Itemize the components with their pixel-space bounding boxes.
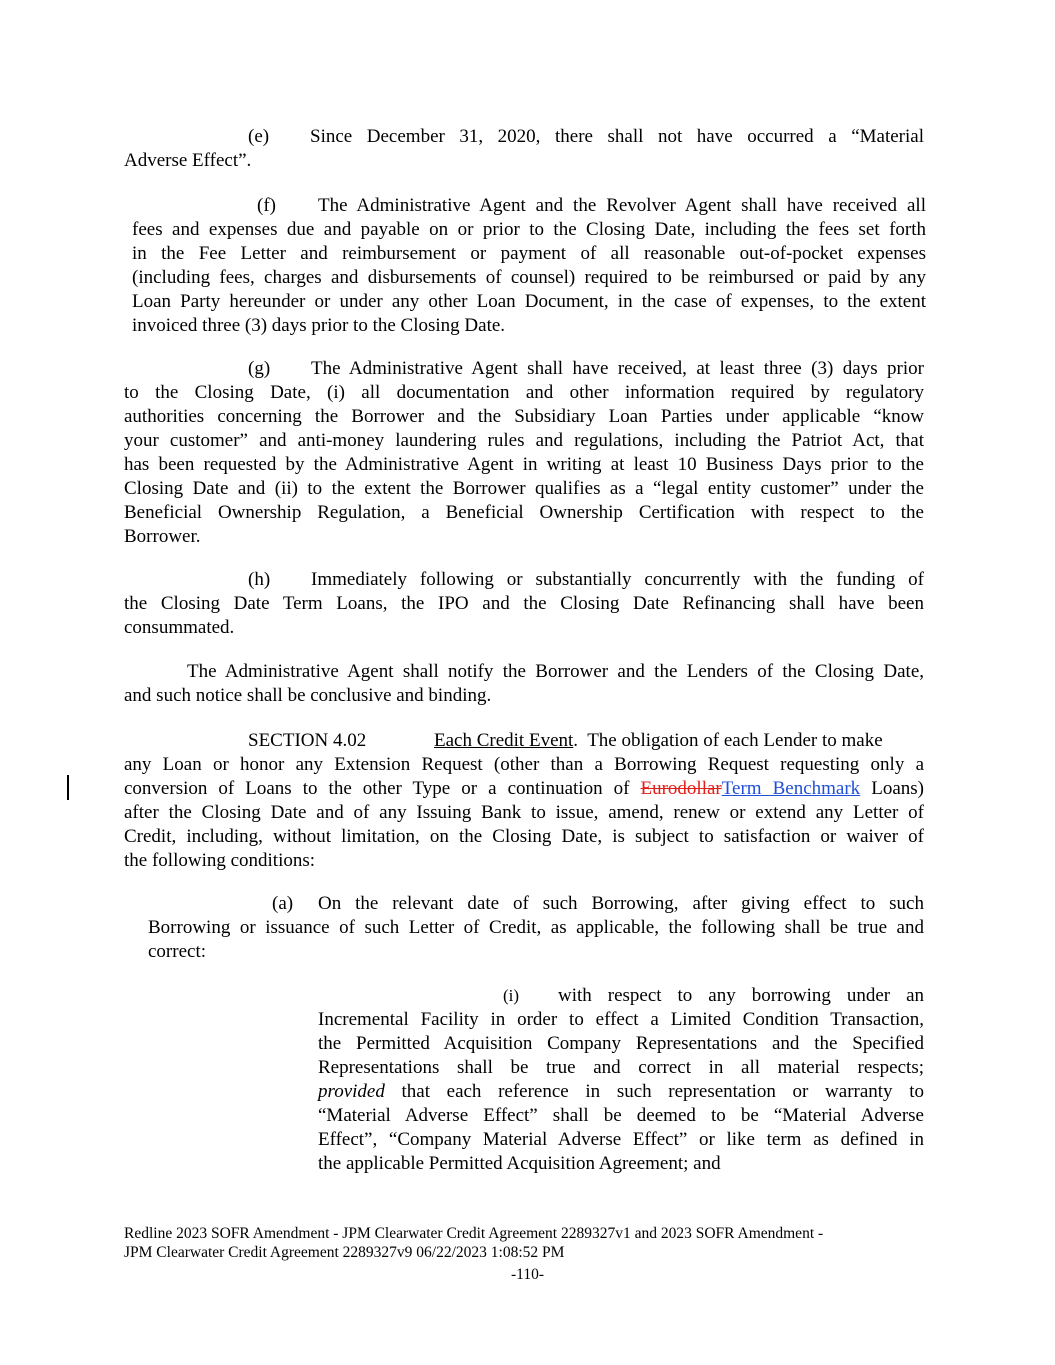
- paragraph-i: [318, 984, 924, 1176]
- paragraph-a: [148, 892, 924, 964]
- paragraph-notice: [124, 660, 924, 708]
- paragraph-f: [132, 194, 926, 338]
- section-line: any Loan or honor any Extension Request (other than a Borrowing Request requesting only a: [124, 754, 924, 775]
- paragraph-f-label: (f): [257, 195, 276, 216]
- page-number: -110-: [511, 1266, 544, 1283]
- paragraph-g-first-line: The Administrative Agent shall have received, at least three (3) days prior: [311, 358, 924, 379]
- paragraph-f-line: Loan Party hereunder or under any other Loan Document, in the case of expenses, to the extent: [132, 291, 926, 312]
- paragraph-e-line: Adverse Effect”.: [124, 150, 252, 171]
- section-heading: Each Credit Event: [434, 730, 574, 751]
- paragraph-a-first-line: On the relevant date of such Borrowing, after giving effect to such: [318, 893, 924, 914]
- paragraph-a-line: Borrowing or issuance of such Letter of Credit, as applicable, the following shall be true and: [148, 917, 924, 938]
- paragraph-g-line: Borrower.: [124, 526, 201, 547]
- section-label: SECTION 4.02: [248, 730, 367, 751]
- paragraph-h-line: the Closing Date Term Loans, the IPO and the Closing Date Refinancing shall have been: [124, 593, 924, 614]
- section-first-rest: . The obligation of each Lender to make: [573, 730, 883, 751]
- paragraph-h-label: (h): [248, 569, 271, 590]
- paragraph-i-proviso-line: [318, 1080, 924, 1104]
- section-line: after the Closing Date and of any Issuing Bank to issue, amend, renew or extend any Letter of: [124, 802, 924, 823]
- paragraph-a-label: (a): [272, 893, 294, 914]
- proviso-italic: provided: [318, 1081, 385, 1102]
- paragraph-g-line: Beneficial Ownership Regulation, a Beneficial Ownership Certification with respect to the: [124, 502, 924, 523]
- paragraph-f-line: fees and expenses due and payable on or prior to the Closing Date, including the fees set forth: [132, 219, 926, 240]
- section-4-02: [124, 729, 924, 873]
- paragraph-g: [124, 357, 924, 549]
- footer-line: JPM Clearwater Credit Agreement 2289327v9 06/22/2023 1:08:52 PM: [124, 1244, 565, 1261]
- paragraph-notice-line: and such notice shall be conclusive and binding.: [124, 685, 492, 706]
- paragraph-e-line: Since December 31, 2020, there shall not have occurred a “Material: [310, 126, 924, 147]
- section-line3-pre: conversion of Loans to the other Type or a continuation of: [124, 778, 641, 799]
- paragraph-f-line: invoiced three (3) days prior to the Closing Date.: [132, 315, 506, 336]
- paragraph-g-line: authorities concerning the Borrower and the Subsidiary Loan Parties under applicable “know: [124, 406, 924, 427]
- paragraph-g-line: to the Closing Date, (i) all documentation and other information required by regulatory: [124, 382, 924, 403]
- paragraph-g-line: your customer” and anti-money laundering rules and regulations, including the Patriot Act, that: [124, 430, 924, 451]
- paragraph-i-line: Incremental Facility in order to effect a Limited Condition Transaction,: [318, 1009, 924, 1030]
- paragraph-notice-first-line: The Administrative Agent shall notify the Borrower and the Lenders of the Closing Date,: [187, 661, 924, 682]
- paragraph-f-first-line: The Administrative Agent and the Revolver Agent shall have received all: [318, 195, 926, 216]
- footer-line: Redline 2023 SOFR Amendment - JPM Clearwater Credit Agreement 2289327v1 and 2023 SOFR Amendment -: [124, 1225, 824, 1242]
- document-footer: [124, 1224, 924, 1262]
- revision-change-bar: [67, 775, 69, 800]
- paragraph-i-label: (i): [503, 986, 520, 1005]
- paragraph-f-line: (including fees, charges and disbursements of counsel) required to be reimbursed or paid by any: [132, 267, 926, 288]
- section-line: the following conditions:: [124, 850, 316, 871]
- section-line: Credit, including, without limitation, on the Closing Date, is subject to satisfaction or waiver of: [124, 826, 924, 847]
- paragraph-e: [124, 125, 924, 173]
- paragraph-i-first-line: with respect to any borrowing under an: [558, 985, 924, 1006]
- paragraph-i-line: Effect”, “Company Material Adverse Effect” or like term as defined in: [318, 1129, 924, 1150]
- section-line3-post: Loans): [860, 778, 924, 799]
- paragraph-i-line: “Material Adverse Effect” shall be deemed to be “Material Adverse: [318, 1105, 924, 1126]
- paragraph-h-first-line: Immediately following or substantially concurrently with the funding of: [311, 569, 924, 590]
- paragraph-h-line: consummated.: [124, 617, 235, 638]
- inserted-text: Term Benchmark: [721, 778, 861, 799]
- paragraph-a-line: correct:: [148, 941, 207, 962]
- section-redline-line: [124, 777, 924, 801]
- paragraph-g-line: has been requested by the Administrative Agent in writing at least 10 Business Days prior to the: [124, 454, 924, 475]
- paragraph-i-line: the Permitted Acquisition Company Representations and the Specified: [318, 1033, 924, 1054]
- deleted-text: Eurodollar: [640, 778, 722, 799]
- paragraph-h: [124, 568, 924, 640]
- paragraph-g-line: Closing Date and (ii) to the extent the Borrower qualifies as a “legal entity customer” under the: [124, 478, 924, 499]
- proviso-rest: that each reference in such representation or warranty to: [384, 1081, 924, 1102]
- paragraph-e-label: (e): [248, 126, 270, 147]
- paragraph-i-line: the applicable Permitted Acquisition Agreement; and: [318, 1153, 721, 1174]
- paragraph-i-line: Representations shall be true and correct in all material respects;: [318, 1057, 924, 1078]
- paragraph-f-line: in the Fee Letter and reimbursement or payment of all reasonable out-of-pocket expenses: [132, 243, 926, 264]
- paragraph-g-label: (g): [248, 358, 271, 379]
